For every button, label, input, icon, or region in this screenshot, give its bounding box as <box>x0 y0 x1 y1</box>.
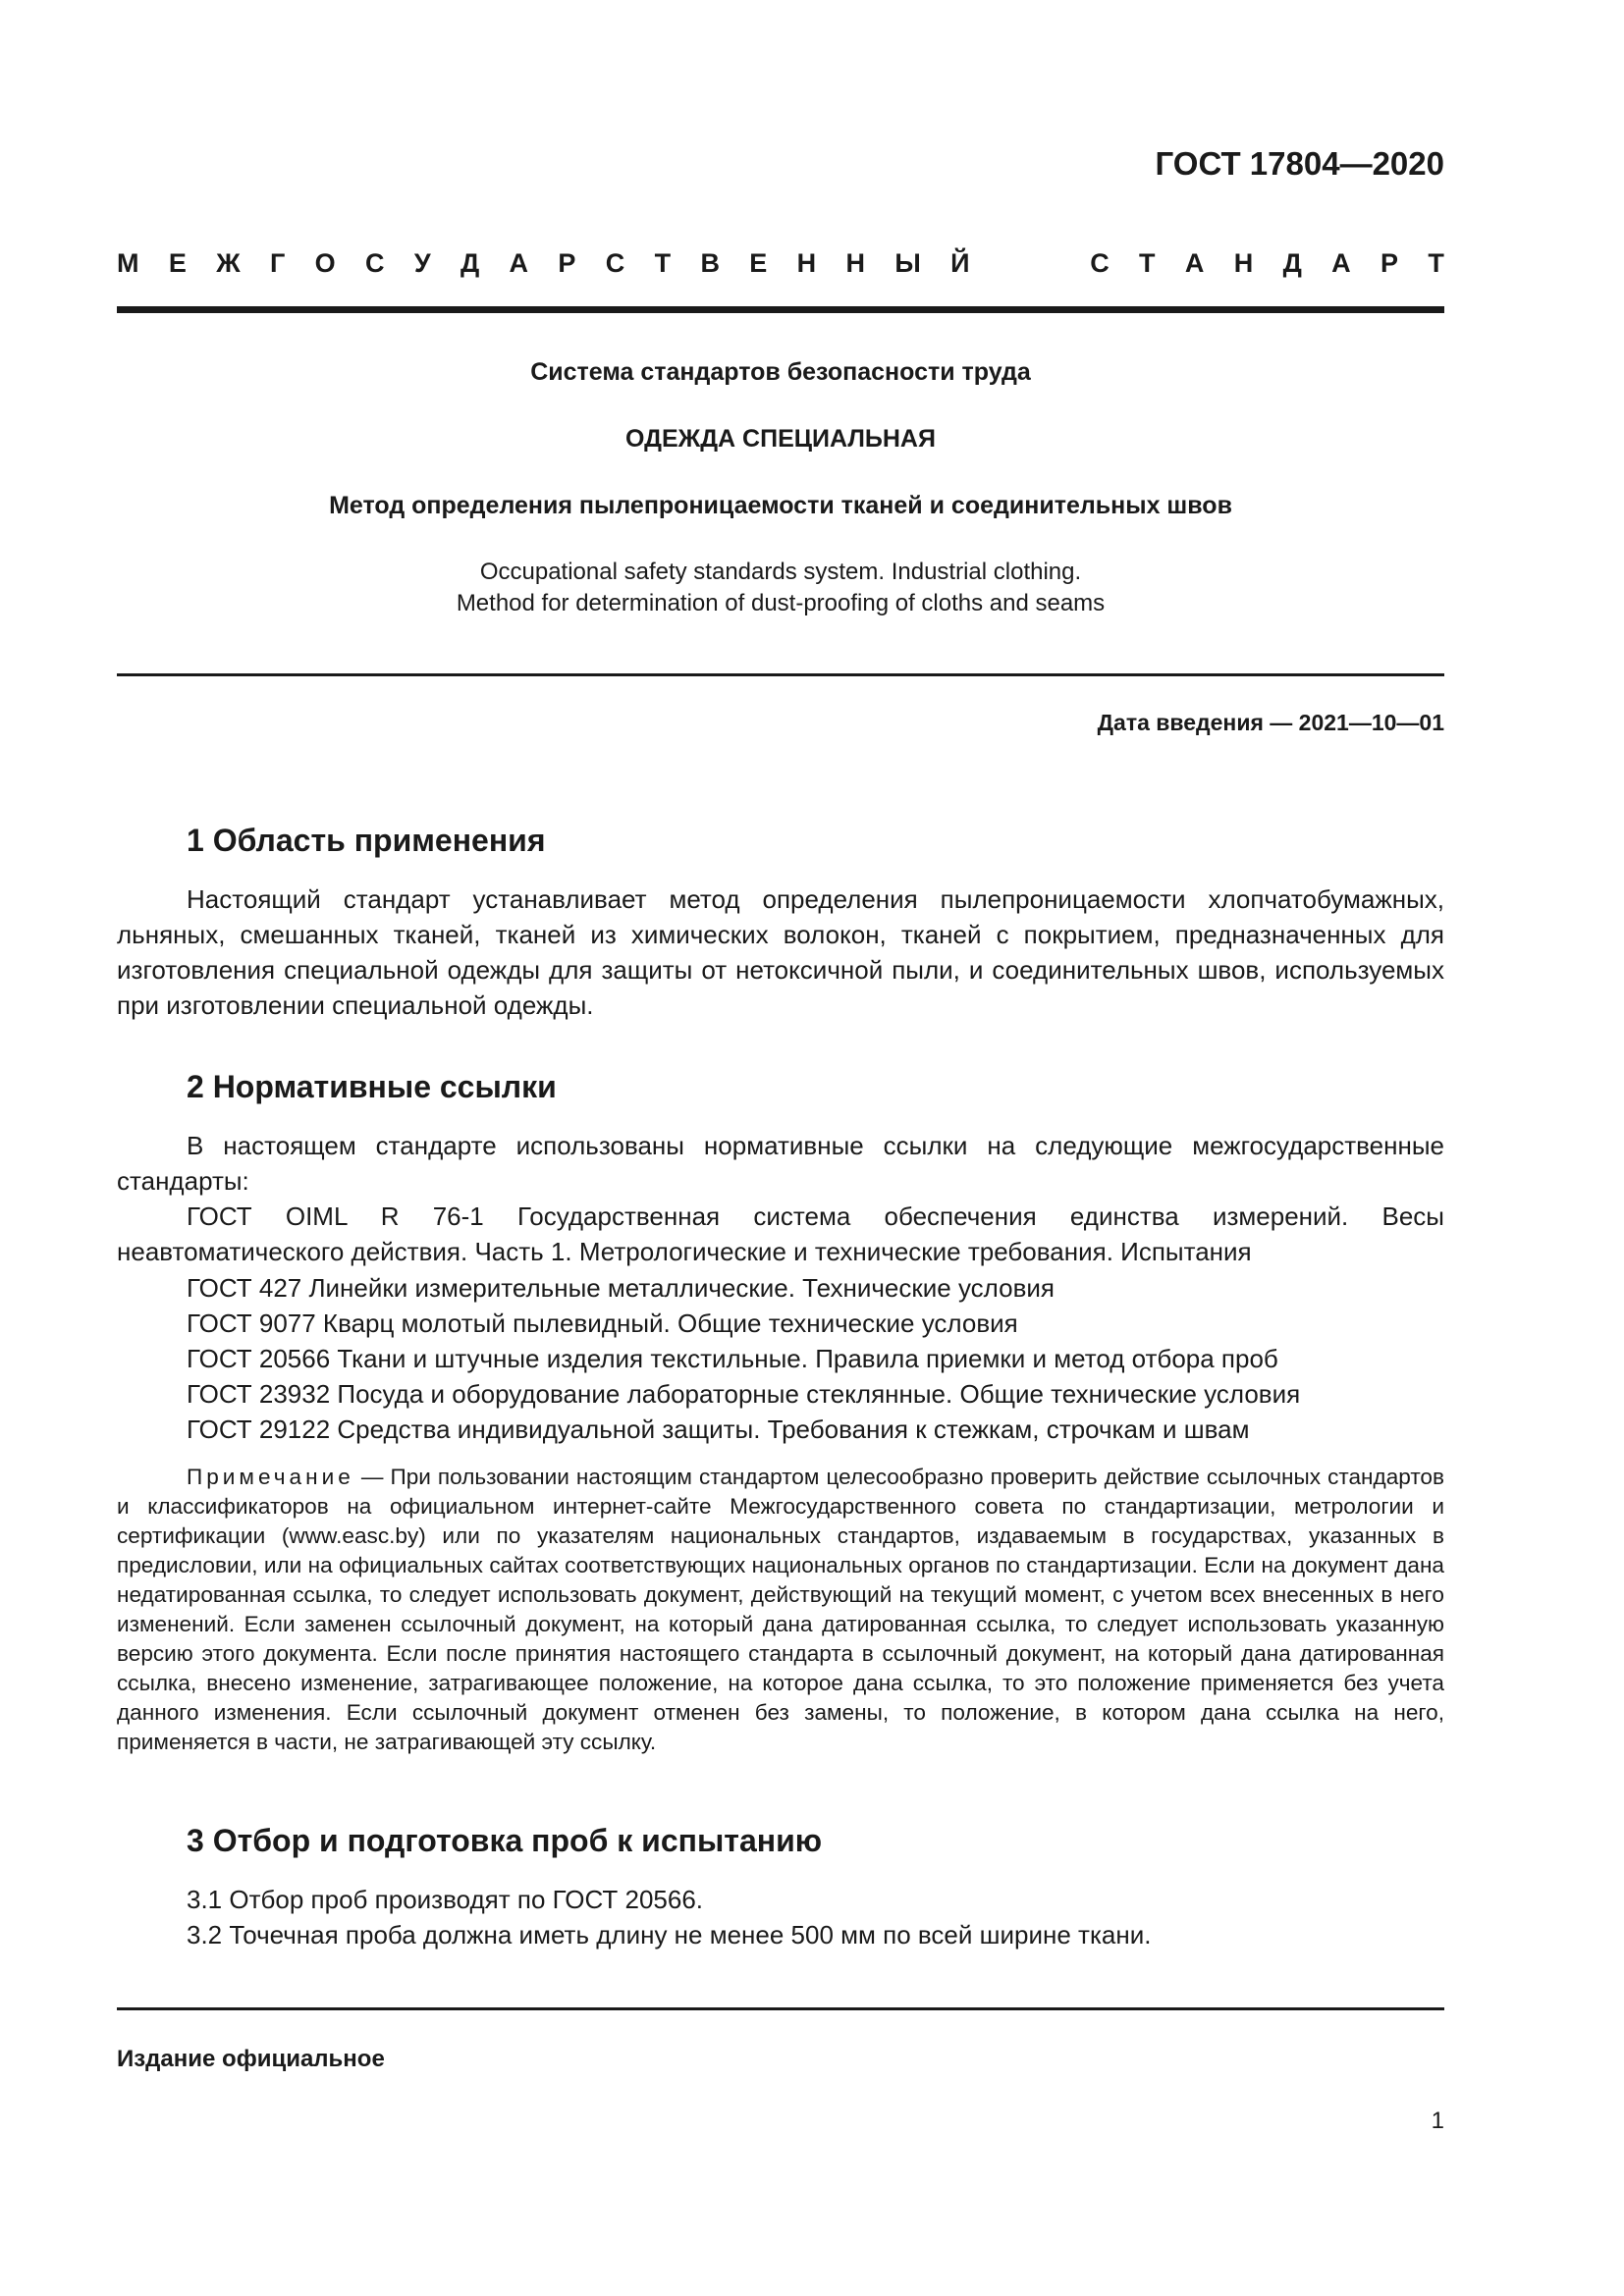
banner-letter: Е <box>749 248 768 278</box>
banner-letter: В <box>700 248 720 278</box>
banner-letter: А <box>1184 248 1205 278</box>
official-edition-label: Издание официальное <box>117 2046 385 2072</box>
references-note <box>117 1463 1444 1757</box>
reference-item: ГОСТ 427 Линейки измерительные металлические. Технические условия <box>187 1273 1055 1303</box>
banner-letter: Д <box>1282 248 1302 278</box>
section-2-intro: В настоящем стандарте использованы нормативные ссылки на следующие межгосударственные стандарты: <box>117 1131 1444 1196</box>
reference-gost-oiml-line-1: ГОСТ OIML R 76-1 Государственная система обеспечения единства измерений. Весы <box>187 1201 1444 1231</box>
footer-rule <box>117 2007 1444 2010</box>
section-2-heading: 2 Нормативные ссылки <box>187 1069 557 1104</box>
banner-letter: Ы <box>894 248 921 278</box>
reference-gost-oiml-line-2: неавтоматического действия. Часть 1. Метрологические и технические требования. Испытания <box>117 1237 1252 1266</box>
banner-letter: У <box>413 248 431 278</box>
banner-letter: Г <box>269 248 286 278</box>
note-label: Примечание <box>187 1465 354 1489</box>
standards-system-title: Система стандартов безопасности труда <box>530 358 1031 386</box>
introduction-date: Дата введения — 2021—10—01 <box>1097 710 1444 735</box>
banner-letter: С <box>605 248 625 278</box>
reference-item: ГОСТ 20566 Ткани и штучные изделия текстильные. Правила приемки и метод отбора проб <box>187 1344 1278 1373</box>
banner-letter: Д <box>460 248 480 278</box>
section-3-item-2: 3.2 Точечная проба должна иметь длину не менее 500 мм по всей ширине ткани. <box>187 1920 1152 1949</box>
banner-letter: Н <box>796 248 817 278</box>
banner-letter: Т <box>654 248 672 278</box>
banner-letter: А <box>509 248 529 278</box>
interstate-standard-banner <box>117 248 1444 279</box>
banner-word-gap <box>1000 248 1060 279</box>
banner-letter: А <box>1331 248 1351 278</box>
banner-letter: Р <box>558 248 576 278</box>
section-1-text: Настоящий стандарт устанавливает метод определения пылепроницаемости хлопчатобумажных, льняных, смешанных тканей, тканей из химических волокон, тканей с покрытием, предназначенных для изготовления специальной одежды для защиты от нетоксичной пыли, и соединительных швов, используемых при изготовлении специальной одежды. <box>117 884 1444 1020</box>
header-rule <box>117 306 1444 313</box>
document-title: ОДЕЖДА СПЕЦИАЛЬНАЯ <box>625 425 936 453</box>
document-number: ГОСТ 17804—2020 <box>1155 145 1444 182</box>
reference-item: ГОСТ 9077 Кварц молотый пылевидный. Общие технические условия <box>187 1308 1018 1338</box>
section-3-heading: 3 Отбор и подготовка проб к испытанию <box>187 1823 823 1858</box>
section-3-item-1: 3.1 Отбор проб производят по ГОСТ 20566. <box>187 1885 704 1914</box>
title-block-rule <box>117 673 1444 676</box>
banner-letter: Ж <box>216 248 241 278</box>
english-title-line-2: Method for determination of dust-proofing of cloths and seams <box>456 590 1106 616</box>
banner-letter: Е <box>168 248 187 278</box>
banner-letter: Й <box>950 248 970 278</box>
reference-gost-oiml <box>117 1199 1444 1269</box>
page-number: 1 <box>1431 2108 1444 2134</box>
banner-letter: Р <box>1380 248 1399 278</box>
english-title-line-1: Occupational safety standards system. Industrial clothing. <box>479 559 1082 585</box>
reference-item: ГОСТ 23932 Посуда и оборудование лабораторные стеклянные. Общие технические условия <box>187 1379 1301 1409</box>
document-subtitle: Метод определения пылепроницаемости тканей и соединительных швов <box>329 492 1232 519</box>
english-title <box>117 557 1444 619</box>
banner-letter: С <box>1090 248 1110 278</box>
banner-letter: Н <box>1233 248 1254 278</box>
banner-letter: Н <box>845 248 865 278</box>
banner-letter: Т <box>1139 248 1156 278</box>
banner-letter: С <box>364 248 385 278</box>
reference-item: ГОСТ 29122 Средства индивидуальной защиты. Требования к стежкам, строчкам и швам <box>187 1415 1250 1444</box>
banner-letter: О <box>314 248 336 278</box>
note-text: — При пользовании настоящим стандартом целесообразно проверить действие ссылочных стандартов и классификаторов на официальном интернет-сайте Межгосударственного совета по стандартизации, метрологии и сертификации (www.easc.by) или по указателям национальных стандартов, издаваемым в государствах, указанных в предисловии, или на официальных сайтах соответствующих национальных органов по стандартизации. Если на документ дана недатированная ссылка, то следует использовать документ, действующий на текущий момент, с учетом всех внесенных в него изменений. Если заменен ссылочный документ, на который дана датированная ссылка, то следует использовать указанную версию этого документа. Если после принятия настоящего стандарта в ссылочный документ, на который дана датированная ссылка, внесено изменение, затрагивающее положение, на которое дана ссылка, то это положение применяется без учета данного изменения. Если ссылочный документ отменен без замены, то положение, в котором дана ссылка на него, применяется в части, не затрагивающей эту ссылку. <box>117 1465 1444 1754</box>
banner-letter: М <box>117 248 139 278</box>
banner-letter: Т <box>1428 248 1444 278</box>
section-1-heading: 1 Область применения <box>187 823 546 858</box>
